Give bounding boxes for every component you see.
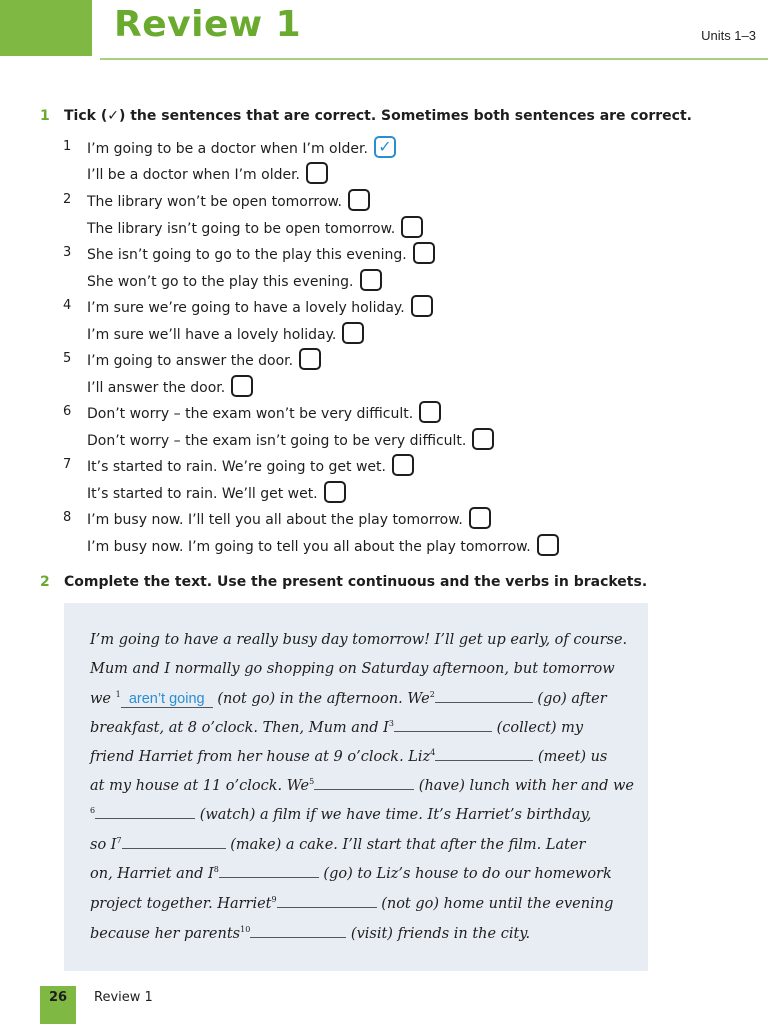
gap-1-answer[interactable]: aren’t going xyxy=(121,691,213,708)
text-fragment: (have) lunch with her and we xyxy=(418,777,634,794)
header-divider xyxy=(100,58,768,60)
page-title: Review 1 xyxy=(114,4,302,45)
gap-number-2: 2 xyxy=(429,690,435,699)
sentence-text: It’s started to rain. We’ll get wet. xyxy=(87,486,318,502)
tick-box-6a[interactable] xyxy=(419,401,441,423)
sentence-8a xyxy=(87,509,491,531)
page-number: 26 xyxy=(40,986,76,1024)
sentence-7a xyxy=(87,456,414,478)
text-fragment: so I xyxy=(90,836,117,853)
sentence-2b xyxy=(87,218,423,240)
tick-box-4b[interactable] xyxy=(342,322,364,344)
tick-box-1a[interactable]: ✓ xyxy=(374,136,396,158)
gap-2-input[interactable] xyxy=(435,702,533,703)
text-fragment: (watch) a film if we have time. It’s Harriet’s birthday, xyxy=(199,806,592,823)
sentence-8b xyxy=(87,536,559,558)
sentence-text: The library won’t be open tomorrow. xyxy=(87,194,342,210)
exercise-2-instruction: Complete the text. Use the present continuous and the verbs in brackets. xyxy=(64,574,648,590)
text-fragment: on, Harriet and I xyxy=(90,865,214,882)
text-fragment: breakfast, at 8 o’clock. Then, Mum and I xyxy=(90,719,389,736)
gap-3-input[interactable] xyxy=(394,731,492,732)
tick-box-3a[interactable] xyxy=(413,242,435,264)
tick-box-6b[interactable] xyxy=(472,428,494,450)
sentence-4a xyxy=(87,297,433,319)
sentence-text: I’m going to be a doctor when I’m older. xyxy=(87,141,368,157)
text-line-3 xyxy=(90,690,607,708)
text-line-8 xyxy=(90,836,585,853)
item-number: 4 xyxy=(63,298,72,313)
tick-box-5a[interactable] xyxy=(299,348,321,370)
item-number: 5 xyxy=(63,351,72,366)
sentence-text: Don’t worry – the exam isn’t going to be very difficult. xyxy=(87,433,467,449)
text-fragment: (make) a cake. I’ll start that after the film. Later xyxy=(230,836,586,853)
text-line-6 xyxy=(90,777,634,794)
gap-number-3: 3 xyxy=(388,719,394,728)
tick-box-7b[interactable] xyxy=(324,481,346,503)
tick-box-5b[interactable] xyxy=(231,375,253,397)
gap-6-input[interactable] xyxy=(95,818,195,819)
gap-5-input[interactable] xyxy=(314,789,414,790)
text-fragment: (meet) us xyxy=(537,748,608,765)
sentence-5a xyxy=(87,350,321,372)
text-fragment: (go) after xyxy=(537,690,607,707)
text-line-4 xyxy=(90,719,583,736)
text-fragment: (go) to Liz’s house to do our homework xyxy=(323,865,612,882)
sentence-text: It’s started to rain. We’re going to get wet. xyxy=(87,459,386,475)
sentence-text: She won’t go to the play this evening. xyxy=(87,274,354,290)
sentence-text: I’ll be a doctor when I’m older. xyxy=(87,167,301,183)
text-fragment: because her parents xyxy=(90,925,241,942)
gap-number-9: 9 xyxy=(271,895,277,904)
text-line-5 xyxy=(90,748,607,765)
gap-9-input[interactable] xyxy=(277,907,377,908)
sentence-4b xyxy=(87,324,364,346)
sentence-text: The library isn’t going to be open tomorrow. xyxy=(87,221,396,237)
sentence-2a xyxy=(87,191,370,213)
text-line-7 xyxy=(90,806,591,823)
footer-label: Review 1 xyxy=(94,990,153,1005)
gap-number-8: 8 xyxy=(213,865,219,874)
sentence-text: I’m sure we’re going to have a lovely holiday. xyxy=(87,300,405,316)
text-fragment: project together. Harriet xyxy=(90,895,272,912)
text-line-10 xyxy=(90,895,613,912)
header-band xyxy=(0,0,92,56)
text-fragment: (not go) home until the evening xyxy=(381,895,614,912)
sentence-text: Don’t worry – the exam won’t be very difficult. xyxy=(87,406,414,422)
sentence-text: I’m busy now. I’ll tell you all about the play tomorrow. xyxy=(87,512,463,528)
sentence-text: I’m sure we’ll have a lovely holiday. xyxy=(87,327,337,343)
sentence-text: I’m going to answer the door. xyxy=(87,353,294,369)
sentence-1a xyxy=(87,138,396,160)
text-line-2: Mum and I normally go shopping on Saturday afternoon, but tomorrow xyxy=(90,661,615,677)
tick-box-3b[interactable] xyxy=(360,269,382,291)
text-line-11 xyxy=(90,925,530,942)
sentence-3b xyxy=(87,271,382,293)
text-fragment: (collect) my xyxy=(496,719,584,736)
text-fragment: we xyxy=(90,690,111,707)
sentence-text: I’m busy now. I’m going to tell you all about the play tomorrow. xyxy=(87,539,531,555)
item-number: 2 xyxy=(63,192,72,207)
sentence-5b xyxy=(87,377,253,399)
item-number: 1 xyxy=(63,139,72,154)
units-label: Units 1–3 xyxy=(701,28,756,43)
gap-number-4: 4 xyxy=(430,748,436,757)
text-fragment: (not go) in the afternoon. We xyxy=(217,690,430,707)
item-number: 6 xyxy=(63,404,72,419)
tick-box-8a[interactable] xyxy=(469,507,491,529)
tick-box-1b[interactable] xyxy=(306,162,328,184)
tick-box-8b[interactable] xyxy=(537,534,559,556)
exercise-2-number: 2 xyxy=(40,574,50,590)
tick-box-2a[interactable] xyxy=(348,189,370,211)
gap-8-input[interactable] xyxy=(219,877,319,878)
tick-box-7a[interactable] xyxy=(392,454,414,476)
tick-box-2b[interactable] xyxy=(401,216,423,238)
exercise-1-number: 1 xyxy=(40,108,50,124)
text-line-9 xyxy=(90,865,612,882)
gap-10-input[interactable] xyxy=(250,937,346,938)
tick-box-4a[interactable] xyxy=(411,295,433,317)
gap-number-5: 5 xyxy=(309,777,315,786)
gap-number-10: 10 xyxy=(240,925,251,934)
text-fragment: (visit) friends in the city. xyxy=(350,925,531,942)
gap-4-input[interactable] xyxy=(435,760,533,761)
item-number: 7 xyxy=(63,457,72,472)
gap-number-6: 6 xyxy=(90,806,96,815)
text-line-1: I’m going to have a really busy day tomorrow! I’ll get up early, of course. xyxy=(90,632,628,648)
gap-number-1: 1 xyxy=(115,690,121,699)
sentence-6b xyxy=(87,430,494,452)
sentence-1b xyxy=(87,164,328,186)
sentence-text: She isn’t going to go to the play this evening. xyxy=(87,247,407,263)
sentence-3a xyxy=(87,244,435,266)
gap-7-input[interactable] xyxy=(122,848,226,849)
gap-number-7: 7 xyxy=(116,836,122,845)
exercise-1-instruction: Tick (✓) the sentences that are correct. Sometimes both sentences are correct. xyxy=(64,108,692,124)
sentence-7b xyxy=(87,483,346,505)
sentence-text: I’ll answer the door. xyxy=(87,380,226,396)
item-number: 8 xyxy=(63,510,72,525)
text-fragment: at my house at 11 o’clock. We xyxy=(90,777,310,794)
item-number: 3 xyxy=(63,245,72,260)
text-fragment: friend Harriet from her house at 9 o’clock. Liz xyxy=(90,748,431,765)
sentence-6a xyxy=(87,403,441,425)
